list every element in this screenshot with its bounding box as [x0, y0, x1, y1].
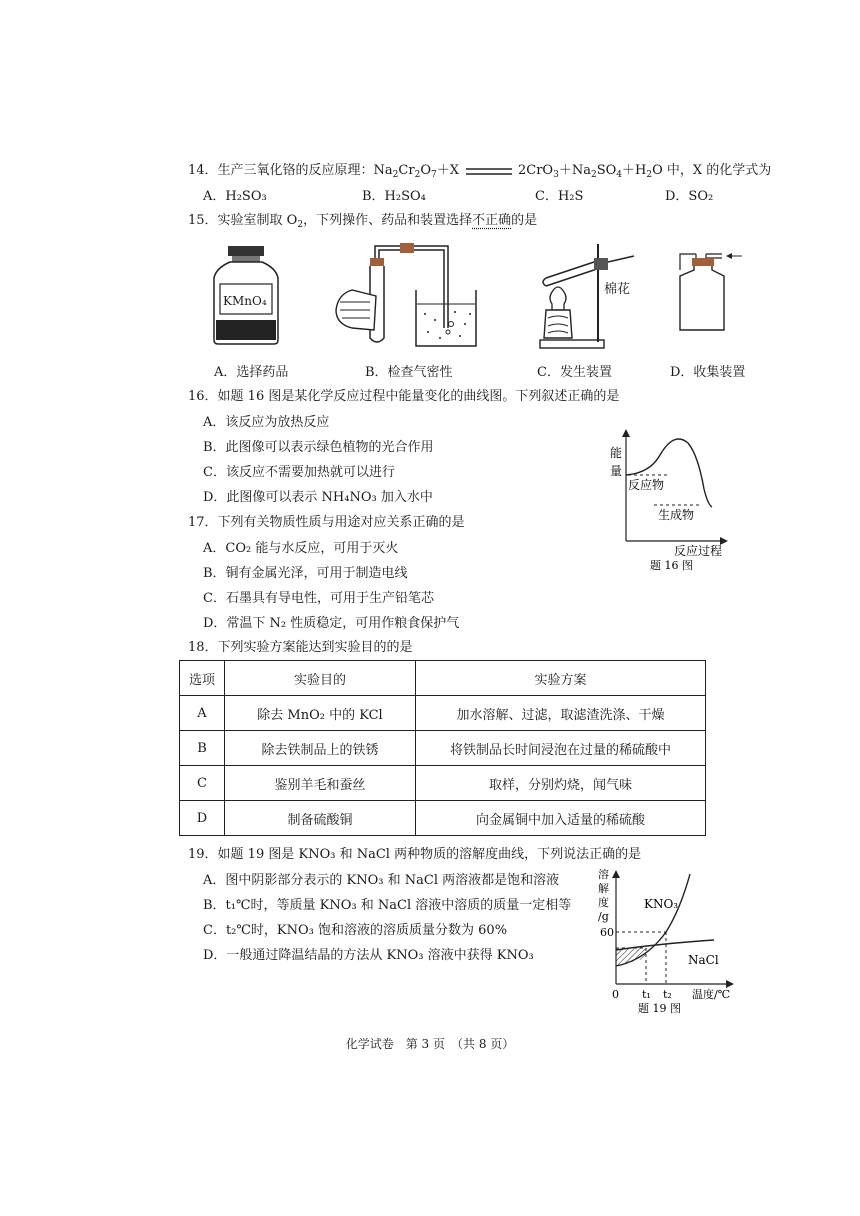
t2-label: t₂: [663, 988, 672, 1001]
q16-option-b: B．此图像可以表示绿色植物的光合作用: [203, 440, 434, 455]
equals-sign: [466, 166, 514, 178]
q18-table: [179, 660, 706, 836]
q17-option-d: D．常温下 N₂ 性质稳定，可用作粮食保护气: [203, 616, 460, 631]
table-row: D 制备硫酸铜 向金属铜中加入适量的稀硫酸: [180, 801, 706, 836]
q16-stem: 16．如题 16 图是某化学反应过程中能量变化的曲线图。下列叙述正确的是: [188, 389, 620, 404]
product-label: 生成物: [658, 508, 695, 522]
q14-stem-right: $2CrO_3+Na_2SO_4+H_2O$ 中，X 的化学式为: [518, 163, 772, 180]
q17-option-c: C．石墨具有导电性，可用于生产铅笔芯: [203, 591, 434, 606]
table-header-row: [180, 661, 706, 696]
q14-option-d: D．SO₂: [665, 189, 714, 204]
q18-stem: 18．下列实验方案能达到实验目的的是: [188, 640, 413, 655]
energy-curve-figure: [600, 425, 740, 573]
figure-19-caption: 题 19 图: [638, 1002, 681, 1015]
table-row: A 除去 MnO₂ 中的 KCl 加水溶解、过滤，取滤渣洗涤、干燥: [180, 696, 706, 731]
q19-option-a: A．图中阴影部分表示的 KNO₃ 和 NaCl 两溶液都是饱和溶液: [203, 873, 560, 888]
solubility-axis-label-3: 度: [598, 896, 609, 909]
q15-caption-c: C．发生装置: [537, 365, 612, 380]
q15-caption-a: A．选择药品: [214, 365, 289, 380]
q15-caption-d: D．收集装置: [670, 365, 746, 380]
q14-option-a: A．H₂SO₃: [203, 189, 267, 204]
q14-option-c: C．H₂S: [535, 189, 584, 204]
cotton-label: 棉花: [604, 282, 631, 297]
q19-stem: 19．如题 19 图是 KNO₃ 和 NaCl 两种物质的溶解度曲线，下列说法正确的是: [188, 847, 642, 862]
solubility-curve-figure: [596, 862, 746, 1016]
q15-stem: 15．实验室制取 $O_2$，下列操作、药品和装置选择不正确的是: [188, 213, 538, 230]
y-tick-60: 60: [600, 926, 614, 939]
airtightness-check-figure: [330, 240, 480, 352]
page-footer: 化学试卷 第 3 页 （共 8 页）: [345, 1037, 515, 1051]
q14-stem: 14．生产三氧化铬的反应原理：$Na_2Cr_2O_7+X$: [188, 163, 459, 180]
temperature-axis-label: 温度/℃: [692, 988, 731, 1001]
q19-option-c: C．t₂℃时，KNO₃ 饱和溶液的溶质质量分数为 60%: [203, 923, 508, 938]
kno3-curve-label: KNO₃: [644, 897, 679, 911]
header-option: 选项: [180, 661, 225, 696]
table-row: B 除去铁制品上的铁锈 将铁制品长时间浸泡在过量的稀硫酸中: [180, 731, 706, 766]
q19-option-d: D．一般通过降温结晶的方法从 KNO₃ 溶液中获得 KNO₃: [203, 948, 534, 963]
figure-16-caption: 题 16 图: [650, 559, 693, 572]
header-purpose: 实验目的: [225, 661, 416, 696]
energy-axis-label-1: 能: [610, 446, 623, 460]
energy-axis-label-2: 量: [610, 464, 623, 478]
collection-bottle-figure: [676, 252, 748, 334]
q19-option-b: B．t₁℃时，等质量 KNO₃ 和 NaCl 溶液中溶质的质量一定相等: [203, 898, 572, 913]
q15-caption-b: B．检查气密性: [365, 365, 453, 380]
solubility-axis-label-4: /g: [598, 910, 609, 923]
solubility-axis-label-2: 解: [598, 882, 609, 895]
solubility-axis-label-1: 溶: [598, 868, 609, 881]
q17-option-a: A．CO₂ 能与水反应，可用于灭火: [203, 541, 399, 556]
q17-option-b: B．铜有金属光泽，可用于制造电线: [203, 566, 408, 581]
t1-label: t₁: [642, 988, 651, 1001]
jar-label: KMnO₄: [223, 294, 267, 308]
reactant-label: 反应物: [628, 478, 665, 492]
q17-stem: 17．下列有关物质性质与用途对应关系正确的是: [188, 515, 465, 530]
reaction-process-label: 反应过程: [674, 544, 723, 558]
nacl-curve-label: NaCl: [688, 953, 719, 967]
origin-label: 0: [612, 988, 619, 1001]
q14-option-b: B．H₂SO₄: [362, 189, 426, 204]
q16-option-c: C．该反应不需要加热就可以进行: [203, 465, 395, 480]
table-row: C 鉴别羊毛和蚕丝 取样，分别灼烧，闻气味: [180, 766, 706, 801]
q16-option-d: D．此图像可以表示 NH₄NO₃ 加入水中: [203, 490, 433, 505]
q16-option-a: A．该反应为放热反应: [203, 415, 330, 430]
header-plan: 实验方案: [416, 661, 706, 696]
